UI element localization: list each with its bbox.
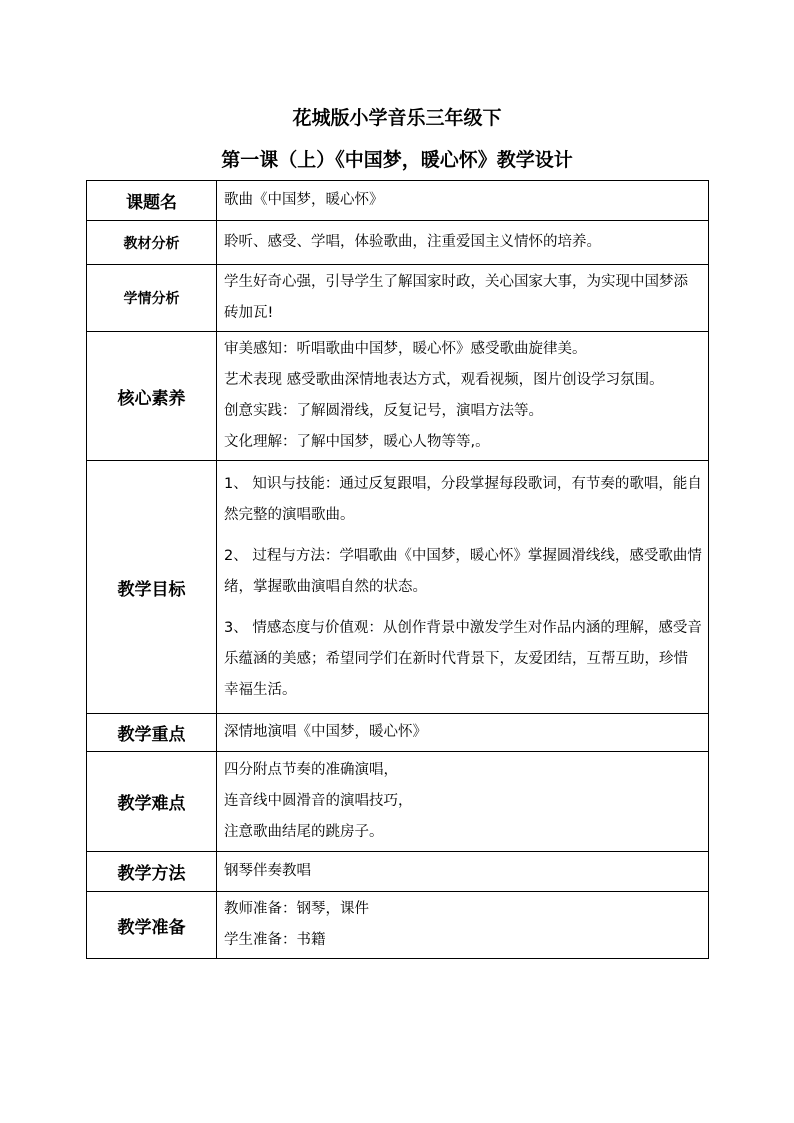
literacy-line: 审美感知：听唱歌曲中国梦，暖心怀》感受歌曲旋律美。 — [224, 341, 587, 357]
row-goals — [87, 461, 709, 714]
label-topic: 课题名 — [87, 181, 217, 221]
literacy-line: 艺术表现 感受歌曲深情地表达方式，观看视频，图片创设学习氛围。 — [224, 372, 664, 388]
value-students: 学生好奇心强，引导学生了解国家时政，关心国家大事，为实现中国梦添砖加瓦! — [217, 265, 709, 332]
label-key-points: 教学重点 — [87, 714, 217, 752]
value-methods: 钢琴伴奏教唱 — [217, 852, 709, 892]
label-goals: 教学目标 — [87, 461, 217, 714]
difficulty-line: 连音线中圆滑音的演唱技巧， — [224, 793, 413, 809]
difficulty-line: 四分附点节奏的准确演唱， — [224, 762, 398, 778]
row-literacy — [87, 332, 709, 461]
literacy-line: 创意实践：了解圆滑线，反复记号，演唱方法等。 — [224, 403, 543, 419]
label-difficulties: 教学难点 — [87, 752, 217, 852]
value-material: 聆听、感受、学唱，体验歌曲，注重爱国主义情怀的培养。 — [217, 221, 709, 265]
label-literacy: 核心素养 — [87, 332, 217, 461]
value-difficulties — [217, 752, 709, 852]
row-topic — [87, 181, 709, 221]
literacy-line: 文化理解：了解中国梦，暖心人物等等,。 — [224, 434, 490, 450]
value-literacy — [217, 332, 709, 461]
row-material — [87, 221, 709, 265]
label-students: 学情分析 — [87, 265, 217, 332]
value-preparation — [217, 892, 709, 959]
row-students — [87, 265, 709, 332]
document-title: 花城版小学音乐三年级下 — [292, 107, 502, 129]
label-preparation: 教学准备 — [87, 892, 217, 959]
lesson-plan-table — [86, 180, 709, 959]
goal-item: 3、 情感态度与价值观：从创作背景中激发学生对作品内涵的理解，感受音乐蕴涵的美感；希望同学们在新时代背景下，友爱团结，互帮互助，珍惜幸福生活。 — [224, 619, 702, 698]
row-preparation — [87, 892, 709, 959]
preparation-line: 教师准备：钢琴，课件 — [224, 901, 369, 917]
difficulty-line: 注意歌曲结尾的跳房子。 — [224, 824, 384, 840]
row-methods — [87, 852, 709, 892]
row-difficulties — [87, 752, 709, 852]
row-key-points — [87, 714, 709, 752]
label-methods: 教学方法 — [87, 852, 217, 892]
preparation-line: 学生准备：书籍 — [224, 932, 326, 948]
lesson-title: 第一课（上）《中国梦，暖心怀》教学设计 — [221, 149, 573, 171]
value-goals — [217, 461, 709, 714]
goal-item: 1、 知识与技能：通过反复跟唱，分段掌握每段歌词，有节奏的歌唱，能自然完整的演唱歌曲。 — [224, 475, 702, 523]
value-key-points: 深情地演唱《中国梦，暖心怀》 — [217, 714, 709, 752]
label-material: 教材分析 — [87, 221, 217, 265]
goal-item: 2、 过程与方法：学唱歌曲《中国梦，暖心怀》掌握圆滑线线，感受歌曲情绪，掌握歌曲演唱自然的状态。 — [224, 547, 702, 595]
value-topic: 歌曲《中国梦，暖心怀》 — [217, 181, 709, 221]
